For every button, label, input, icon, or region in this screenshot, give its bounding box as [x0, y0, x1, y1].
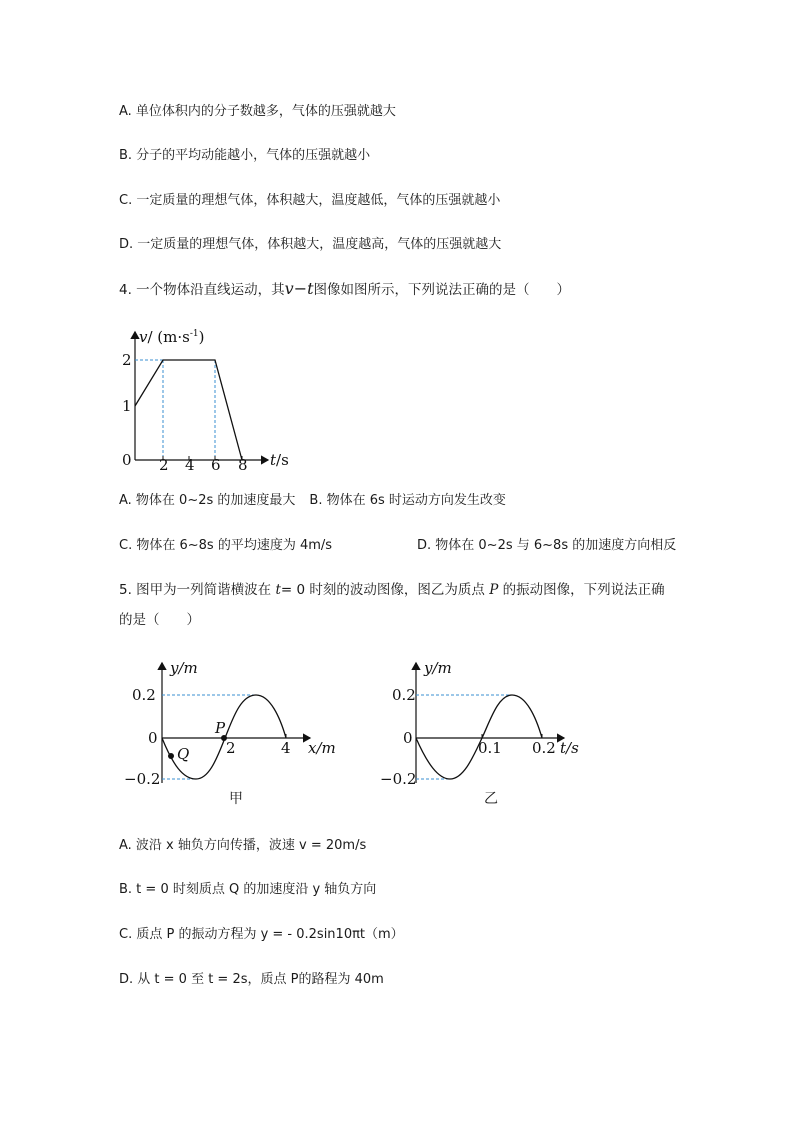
q3-option-d: D. 一定质量的理想气体，体积越大，温度越高，气体的压强就越大 — [119, 237, 502, 252]
q4-stem-pre: 4. 一个物体沿直线运动，其 — [119, 282, 285, 298]
q5-option-b: B. t = 0 时刻质点 Q 的加速度沿 y 轴负方向 — [119, 882, 377, 897]
q5-fig-yi-caption: 乙 — [484, 791, 498, 807]
q5-stem-line2: 的是（ ） — [119, 612, 200, 628]
jia-xtick-2: 2 — [226, 739, 236, 757]
q3-option-b: B. 分子的平均动能越小，气体的压强就越小 — [119, 148, 371, 163]
q4-stem-post: 图像如图所示，下列说法正确的是（ ） — [313, 282, 571, 298]
yi-ytick-m02: −0.2 — [380, 770, 417, 788]
q4-xlabel: t/s — [270, 451, 289, 469]
q3-option-c: C. 一定质量的理想气体，体积越大，温度越低，气体的压强就越小 — [119, 193, 501, 208]
q4-ylabel: v/ $(m\cdot s^{-1})$ — [139, 328, 205, 346]
q5-option-d: D. 从 t = 0 至 t = 2s，质点 P的路程为 40m — [119, 972, 384, 987]
q4-option-d: D. 物体在 0~2s 与 6~8s 的加速度方向相反 — [417, 538, 677, 553]
yi-xtick-02: 0.2 — [532, 739, 556, 757]
q5-option-a: A. 波沿 x 轴负方向传播，波速 v = 20m/s — [119, 838, 367, 853]
q5-fig-jia — [124, 655, 348, 788]
jia-label-p: P — [215, 719, 226, 737]
yi-wave — [416, 695, 542, 779]
jia-xlabel: x/m — [308, 739, 336, 757]
q4-stem — [119, 280, 570, 299]
q5-stem-t: t — [275, 582, 281, 598]
q4-vt-graph — [110, 322, 310, 472]
jia-ytick-02: 0.2 — [132, 686, 156, 704]
yi-ytick-02: 0.2 — [392, 686, 416, 704]
yi-ytick-0: 0 — [403, 729, 413, 747]
q4-ytick-0: 0 — [122, 451, 132, 469]
q5-stem-p: P — [489, 582, 499, 598]
q4-xtick-8: 8 — [238, 456, 248, 474]
q4-xtick-6: 6 — [211, 456, 221, 474]
yi-ylabel: y/m — [424, 659, 452, 677]
q5-option-c: C. 质点 P 的振动方程为 y = - 0.2sin10πt（m） — [119, 927, 404, 942]
q5-stem-a: 5. 图甲为一列简谐横波在 — [119, 582, 272, 598]
jia-ytick-0: 0 — [148, 729, 158, 747]
q4-option-ab — [119, 492, 506, 510]
q5-fig-jia-caption: 甲 — [229, 791, 243, 807]
q5-fig-yi — [370, 655, 590, 788]
q4-stem-vt: v−t — [284, 279, 314, 298]
jia-xtick-4: 4 — [281, 739, 291, 757]
q5-stem-b: = 0 时刻的波动图像，图乙为质点 — [280, 582, 485, 598]
q5-stem-line1 — [119, 581, 665, 599]
q4-xtick-4: 4 — [185, 456, 195, 474]
q4-option-b: B. 物体在 6s 时运动方向发生改变 — [309, 493, 506, 508]
jia-label-q: Q — [177, 745, 190, 763]
q4-xtick-2: 2 — [159, 456, 169, 474]
q4-option-a: A. 物体在 0~2s 的加速度最大 — [119, 493, 296, 508]
jia-ylabel: y/m — [170, 659, 198, 677]
jia-point-q — [168, 753, 174, 759]
q4-ytick-1: 1 — [122, 397, 132, 415]
yi-xtick-01: 0.1 — [478, 739, 502, 757]
q4-ytick-2: 2 — [122, 351, 132, 369]
q5-stem-c: 的振动图像，下列说法正确 — [502, 582, 665, 598]
q3-option-a: A. 单位体积内的分子数越多，气体的压强就越大 — [119, 104, 396, 119]
q4-option-c: C. 物体在 6~8s 的平均速度为 4m/s — [119, 538, 333, 553]
q4-vt-line — [135, 360, 242, 460]
yi-xlabel: t/s — [560, 739, 579, 757]
jia-ytick-m02: −0.2 — [124, 770, 161, 788]
